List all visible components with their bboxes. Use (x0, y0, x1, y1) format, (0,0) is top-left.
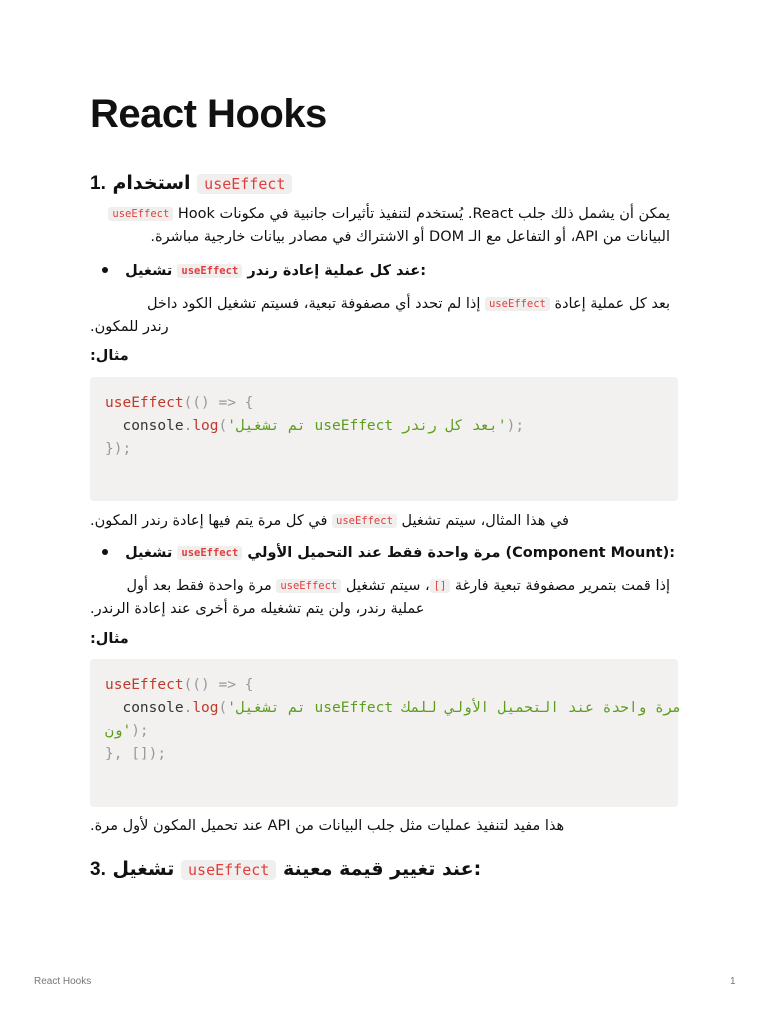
paragraph-2 (90, 510, 670, 533)
inline-code: useEffect (276, 579, 341, 593)
code-token: console (105, 418, 184, 434)
code-line: }, []); (105, 746, 167, 762)
footer-title: React Hooks (34, 976, 92, 987)
para2-text-b: في كل مرة يتم فيها إعادة رندر المكون. (90, 513, 332, 529)
inline-code: useEffect (485, 297, 550, 311)
code-block-1 (90, 377, 678, 501)
intro-text-b: يُستخدم لتنفيذ تأثيرات جانبية في مكونات (214, 206, 468, 222)
paragraph-4: هذا مفيد لتنفيذ عمليات مثل جلب البيانات من API عند تحميل المكون لأول مرة. (90, 818, 565, 834)
bullet-item-2 (90, 542, 678, 564)
code-token: useEffect (105, 395, 184, 411)
section-heading-3 (90, 854, 678, 885)
bullet-text-b: عند كل عملية إعادة رندر: (247, 263, 427, 279)
para3-text-line2: عملية رندر، ولن يتم تشغيله مرة أخرى عند إعادة الرندر. (90, 601, 425, 617)
bullet-text-b: مرة واحدة فقط عند التحميل الأولي (Component Mount): (247, 545, 676, 561)
code-token: (() => { (183, 677, 254, 693)
inline-code: useEffect (108, 207, 173, 221)
code-token: ); (131, 723, 149, 739)
code-token: . (183, 418, 193, 434)
paragraph-3 (90, 575, 670, 598)
intro-paragraph (90, 203, 670, 249)
inline-code: useEffect (177, 264, 242, 278)
section-heading-rest: عند تغيير قيمة معينة: (282, 858, 482, 880)
intro-text-c: Hook (173, 206, 215, 222)
code-token: (() => { (183, 395, 254, 411)
code-block-2 (90, 659, 682, 807)
bullet-icon (102, 549, 108, 555)
code-line (105, 720, 663, 743)
para3-text-b: ، سيتم تشغيل (341, 578, 430, 594)
paragraph-1-line2 (90, 316, 670, 339)
para1-text-a: بعد كل عملية إعادة (549, 296, 670, 312)
inline-code: useEffect (332, 514, 397, 528)
code-token: . (183, 700, 193, 716)
code-line: }); (105, 441, 132, 457)
intro-text-line2: البيانات من API، أو التفاعل مع الـ DOM أو الاشتراك في مصادر بيانات خارجية مباشرة. (150, 229, 670, 245)
code-token: ( (218, 418, 228, 434)
inline-code: [] (430, 579, 451, 593)
intro-text-react: React. (467, 206, 514, 222)
code-line (105, 415, 663, 438)
code-token: log (192, 700, 219, 716)
section-heading-1 (90, 168, 678, 199)
section-number: 1. (90, 173, 106, 194)
section-heading-word: استخدام (112, 172, 191, 194)
code-token: console (105, 700, 184, 716)
page-title: React Hooks (90, 92, 327, 136)
para3-text-c: مرة واحدة فقط بعد أول (126, 578, 277, 594)
code-line (105, 674, 663, 697)
para2-text-a: في هذا المثال، سيتم تشغيل (396, 513, 569, 529)
bullet-text-a: تشغيل (125, 545, 178, 561)
code-line (105, 697, 682, 720)
intro-text-a: يمكن أن يشمل ذلك جلب (513, 206, 670, 222)
paragraph-1 (90, 293, 670, 316)
example-label: مثال: (90, 348, 129, 364)
para1-text-b: إذا لم تحدد أي مصفوفة تبعية، فسيتم تشغيل الكود داخل (146, 296, 485, 312)
section-number: 3. (90, 859, 106, 880)
section-heading-word: تشغيل (112, 858, 175, 880)
bullet-text-a: تشغيل (125, 263, 178, 279)
paragraph-3-line2 (90, 598, 670, 621)
para3-text-a: إذا قمت بتمرير مصفوفة تبعية فارغة (450, 578, 670, 594)
code-token: log (192, 418, 219, 434)
code-token: useEffect (105, 677, 184, 693)
example-label: مثال: (90, 631, 129, 647)
code-token: 'تم تشغيل useEffect مرة واحدة عند التحميل الأولي للمك (227, 700, 682, 716)
para1-text-line2: رندر للمكون. (90, 319, 169, 335)
code-token: 'تم تشغيل useEffect بعد كل رندر' (227, 418, 507, 434)
inline-code: useEffect (181, 860, 276, 880)
inline-code: useEffect (197, 174, 292, 194)
page-number: 1 (730, 976, 736, 987)
bullet-item-1 (90, 260, 678, 282)
bullet-icon (102, 267, 108, 273)
code-token: ون' (105, 723, 132, 739)
code-token: ); (506, 418, 525, 434)
code-token: ( (218, 700, 228, 716)
code-line (105, 392, 663, 415)
inline-code: useEffect (177, 546, 242, 560)
